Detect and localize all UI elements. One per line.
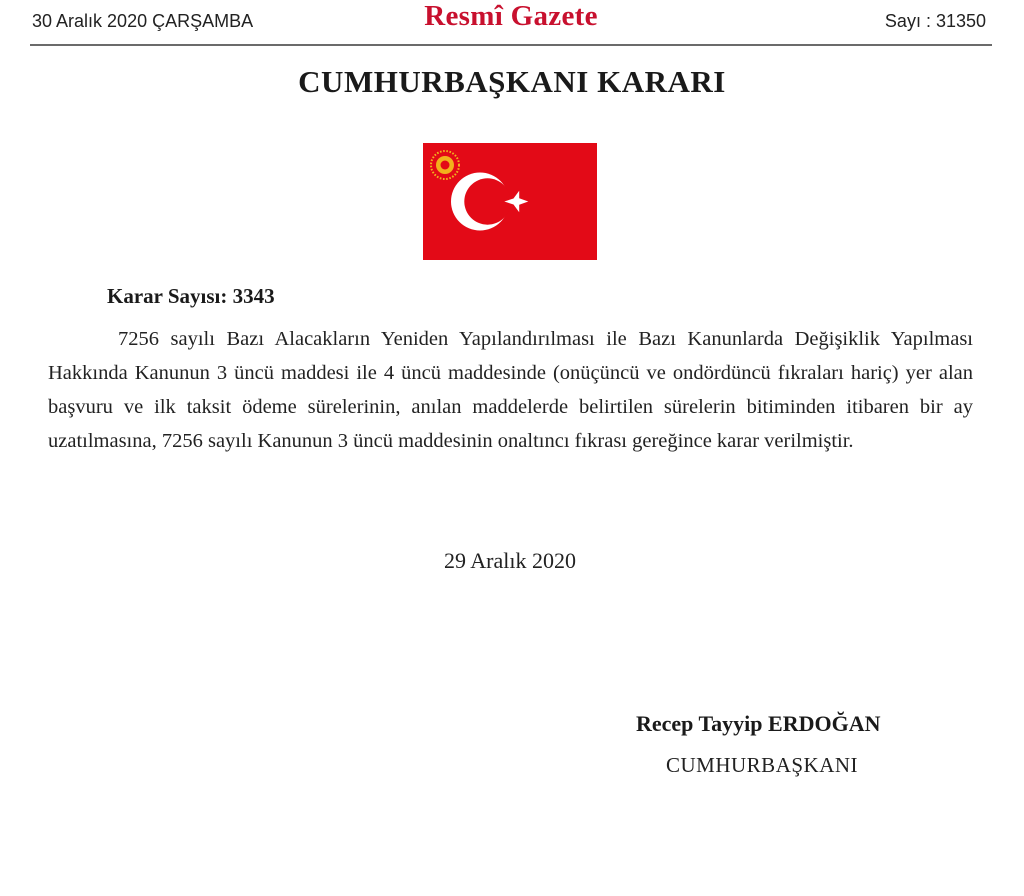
header-date: 30 Aralık 2020 ÇARŞAMBA xyxy=(32,11,254,31)
decision-number: Karar Sayısı: 3343 xyxy=(107,284,275,308)
signer-name: Recep Tayyip ERDOĞAN xyxy=(636,711,881,736)
signer-title: CUMHURBAŞKANI xyxy=(666,753,859,777)
decision-body-text: 7256 sayılı Bazı Alacakların Yeniden Yapılandırılması ile Bazı Kanunlarda Değişiklik Yapılması Hakkında Kanunun 3 üncü maddesi ile 4 üncü maddesinde (onüçüncü ve ondördüncü fıkraları hariç) yer alan başvuru ve ilk taksit ödeme sürelerinin, anılan maddelerde belirtilen sürelerin bitiminden itibaren bir ay uzatılmasına, 7256 sayılı Kanunun 3 üncü maddesinin onaltıncı fıkrası gereğince karar verilmiştir. xyxy=(48,328,973,452)
decision-date: 29 Aralık 2020 xyxy=(444,548,576,573)
turkish-flag-icon xyxy=(423,143,597,260)
document-title: CUMHURBAŞKANI KARARI xyxy=(298,64,726,99)
gazette-header xyxy=(30,0,992,46)
issue-number: Sayı : 31350 xyxy=(884,11,986,31)
gazette-title: Resmî Gazete xyxy=(424,0,598,32)
